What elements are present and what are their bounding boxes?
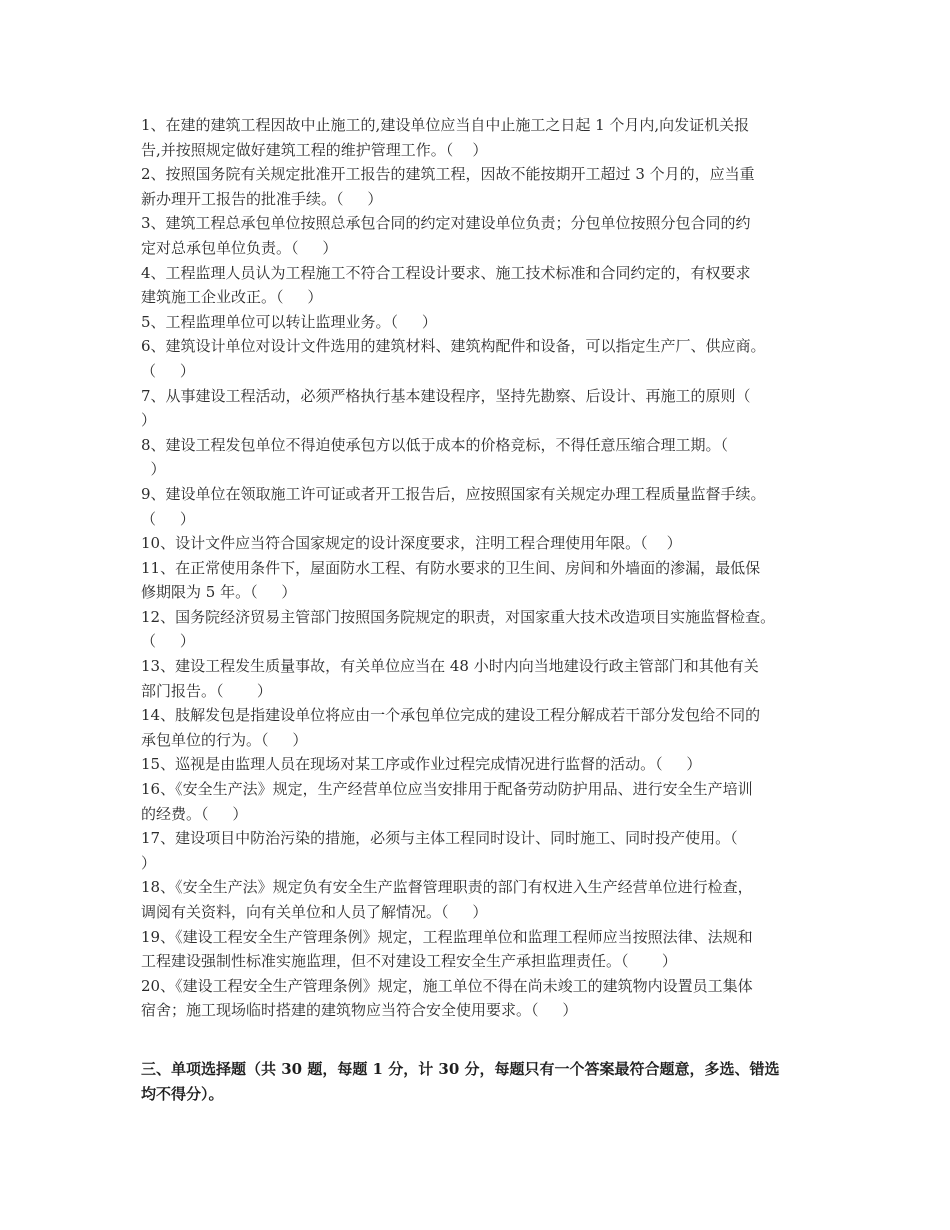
question-item [141, 826, 821, 875]
question-text-line: 工程建设强制性标准实施监理，但不对建设工程安全生产承担监理责任。（ ） [141, 952, 677, 971]
question-text-line: 11、在正常使用条件下，屋面防水工程、有防水要求的卫生间、房间和外墙面的渗漏，最低保 [141, 558, 761, 577]
question-item [141, 334, 821, 383]
question-item [141, 162, 821, 211]
question-text-line: 8、建设工程发包单位不得迫使承包方以低于成本的价格竞标，不得任意压缩合理工期。（ [141, 435, 729, 454]
question-text-line: （ ） [141, 361, 195, 380]
question-text-line: 5、工程监理单位可以转让监理业务。（ ） [141, 312, 437, 331]
question-list [141, 113, 821, 1023]
question-text-line: 6、建筑设计单位对设计文件选用的建筑材料、建筑构配件和设备，可以指定生产厂、供应商。 [141, 337, 766, 356]
question-item [141, 211, 821, 260]
question-item [141, 605, 821, 654]
question-text-line: 13、建设工程发生质量事故，有关单位应当在 48 小时内向当地建设行政主管部门和其他有关 [141, 657, 759, 676]
question-item [141, 433, 821, 482]
question-text-line: 20、《建设工程安全生产管理条例》规定，施工单位不得在尚未竣工的建筑物内设置员工集体 [141, 976, 753, 995]
section-heading-line: 三、单项选择题（共 30 题，每题 1 分，计 30 分，每题只有一个答案最符合题意，多选、错选 [141, 1060, 780, 1078]
question-text-line: 1、在建的建筑工程因故中止施工的,建设单位应当自中止施工之日起 1 个月内,向发证机关报 [141, 116, 750, 134]
question-text-line: 的经费。（ ） [141, 804, 248, 823]
question-item [141, 310, 821, 335]
question-text-line: 定对总承包单位负责。（ ） [141, 238, 338, 257]
question-text-line: 16、《安全生产法》规定，生产经营单位应当安排用于配备劳动防护用品、进行安全生产培训 [141, 780, 753, 799]
question-text-line: 7、从事建设工程活动，必须严格执行基本建设程序，坚持先勘察、后设计、再施工的原则（ [141, 386, 751, 405]
question-text-line: 修期限为 5 年。（ ） [141, 583, 297, 602]
question-text-line: 19、《建设工程安全生产管理条例》规定，工程监理单位和监理工程师应当按照法律、法规和 [141, 927, 753, 946]
question-item [141, 113, 821, 162]
question-text-line: ） [141, 460, 166, 479]
question-text-line: 建筑施工企业改正。（ ） [141, 288, 323, 307]
question-item [141, 777, 821, 826]
question-text-line: 3、建筑工程总承包单位按照总承包合同的约定对建设单位负责；分包单位按照分包合同的约 [141, 214, 751, 233]
question-text-line: 2、按照国务院有关规定批准开工报告的建筑工程，因故不能按期开工超过 3 个月的，应当重 [141, 165, 755, 184]
question-item [141, 654, 821, 703]
question-text-line: 调阅有关资料，向有关单位和人员了解情况。（ ） [141, 903, 488, 921]
question-item [141, 925, 821, 974]
question-text-line: 15、巡视是由监理人员在现场对某工序或作业过程完成情况进行监督的活动。（ ） [141, 755, 702, 774]
section-heading [141, 1057, 821, 1106]
question-item [141, 703, 821, 752]
question-item [141, 752, 821, 777]
question-text-line: 4、工程监理人员认为工程施工不符合工程设计要求、施工技术标准和合同约定的，有权要求 [141, 263, 751, 282]
question-text-line: 18、《安全生产法》规定负有安全生产监督管理职责的部门有权进入生产经营单位进行检查， [141, 878, 753, 897]
question-item [141, 875, 821, 924]
question-text-line: 新办理开工报告的批准手续。（ ） [141, 189, 383, 208]
question-text-line: ） [141, 411, 157, 430]
question-text-line: ） [141, 853, 157, 872]
question-text-line: 10、设计文件应当符合国家规定的设计深度要求，注明工程合理使用年限。（ ） [141, 534, 682, 553]
question-text-line: 承包单位的行为。（ ） [141, 730, 308, 749]
question-text-line: 17、建设项目中防治污染的措施，必须与主体工程同时设计、同时施工、同时投产使用。（ [141, 829, 738, 848]
question-text-line: 告,并按照规定做好建筑工程的维护管理工作。（ ） [141, 140, 488, 159]
question-text-line: 14、肢解发包是指建设单位将应由一个承包单位完成的建设工程分解成若干部分发包给不同的 [141, 706, 761, 725]
question-text-line: 12、国务院经济贸易主管部门按照国务院规定的职责，对国家重大技术改造项目实施监督检查。 [141, 607, 776, 626]
question-item [141, 556, 821, 605]
question-item [141, 261, 821, 310]
question-text-line: （ ） [141, 632, 195, 651]
question-item [141, 531, 821, 556]
question-item [141, 482, 821, 531]
question-text-line: 9、建设单位在领取施工许可证或者开工报告后，应按照国家有关规定办理工程质量监督手续。 [141, 484, 766, 503]
question-text-line: 部门报告。（ ） [141, 681, 272, 700]
question-text-line: 宿舍；施工现场临时搭建的建筑物应当符合安全使用要求。（ ） [141, 1001, 578, 1020]
question-item [141, 384, 821, 433]
question-item [141, 974, 821, 1023]
section-heading-line: 均不得分）。 [141, 1084, 224, 1103]
question-text-line: （ ） [141, 509, 195, 528]
